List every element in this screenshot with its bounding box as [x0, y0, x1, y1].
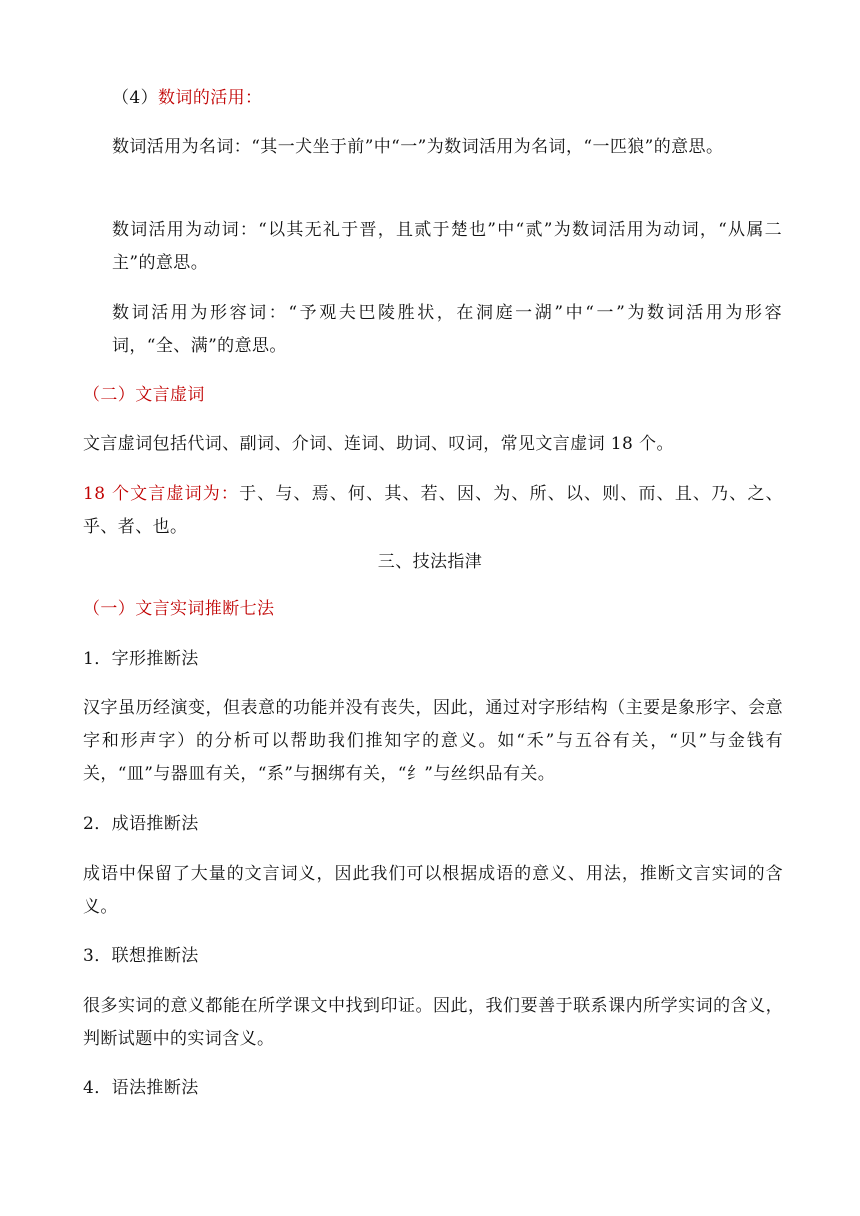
subheading-numeral-usage: [112, 82, 812, 115]
section-heading-seven-methods: （一）文言实词推断七法: [83, 599, 275, 619]
method-heading-4: 4．语法推断法: [83, 1078, 199, 1098]
method-heading-3: 3．联想推断法: [83, 946, 199, 966]
paragraph-method-2: 成语中保留了大量的文言词义，因此我们可以根据成语的意义、用法，推断文言实词的含义。: [83, 864, 783, 917]
subheading-red-text: 数词的活用：: [158, 88, 263, 108]
paragraph-numeral-as-verb: 数词活用为动词：“以其无礼于晋，且贰于楚也”中“贰”为数词活用为动词，“从属二主”的意思。: [112, 220, 782, 273]
paragraph-function-words-list: [83, 478, 783, 544]
section-title-techniques: 三、技法指津: [377, 552, 483, 572]
paragraph-numeral-as-noun: 数词活用为名词：“其一犬坐于前”中“一”为数词活用为名词，“一匹狼”的意思。: [112, 137, 724, 157]
list-text: 于、与、焉、何、其、若、因、为、所、以、则、而、且、乃、之、乎、者、也。: [83, 484, 784, 537]
paragraph-numeral-as-adjective: 数词活用为形容词：“予观夫巴陵胜状，在洞庭一湖”中“一”为数词活用为形容词，“全、满”的意思。: [112, 303, 782, 356]
paragraph-function-words-intro: 文言虚词包括代词、副词、介词、连词、助词、叹词，常见文言虚词 18 个。: [83, 434, 674, 454]
paragraph-method-3: 很多实词的意义都能在所学课文中找到印证。因此，我们要善于联系课内所学实词的含义，判断试题中的实词含义。: [83, 996, 783, 1049]
paragraph-method-1: 汉字虽历经演变，但表意的功能并没有丧失，因此，通过对字形结构（主要是象形字、会意字和形声字）的分析可以帮助我们推知字的意义。如“禾”与五谷有关，“贝”与金钱有关，“皿”与器皿有关，“系”与捆绑有关，“纟”与丝织品有关。: [83, 698, 783, 784]
subheading-prefix: （4）: [112, 88, 159, 108]
section-heading-function-words: （二）文言虚词: [83, 385, 205, 405]
method-heading-2: 2．成语推断法: [83, 814, 199, 834]
list-label: 18 个文言虚词为：: [83, 484, 240, 504]
method-heading-1: 1．字形推断法: [83, 649, 199, 669]
